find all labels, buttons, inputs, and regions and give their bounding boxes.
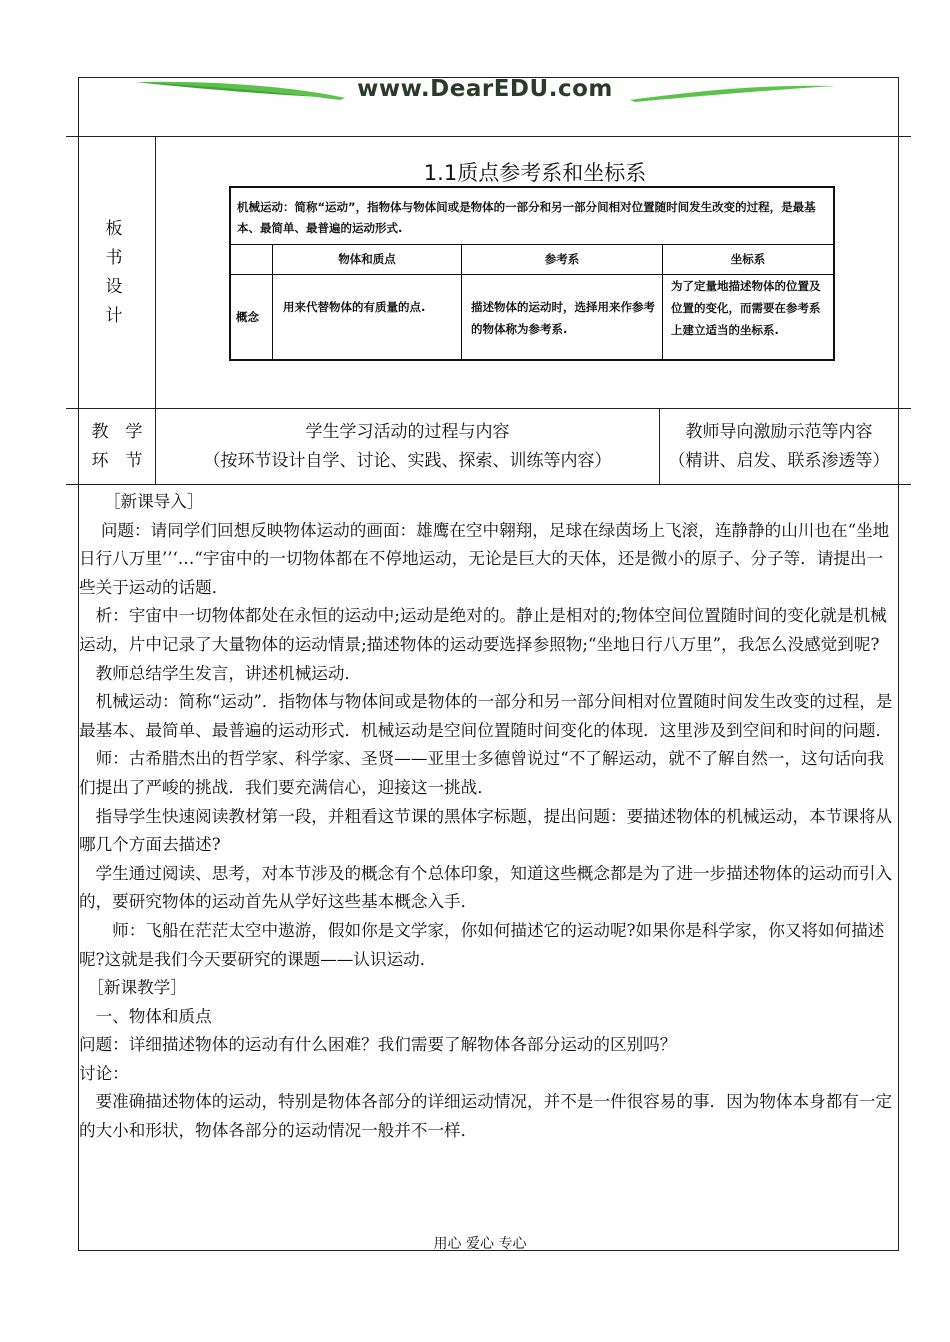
page-footer: 用心 爱心 专心 <box>433 1236 527 1252</box>
site-logo-text: www.DearEDU.com <box>357 76 613 102</box>
paragraph: 学生通过阅读、思考，对本节涉及的概念有个总体印象，知道这些概念都是为了进一步描述物体的运动而引入的，要研究物体的运动首先从学好这些基本概念入手． <box>79 863 893 912</box>
board-cell: 描述物体的运动时，选择用来作参考的物体称为参考系. <box>471 300 655 336</box>
board-label-char: 板 <box>105 219 123 239</box>
paragraph: 析：宇宙中一切物体都处在永恒的运动中;运动是绝对的。静止是相对的;物体空间位置随时间的变化就是机械运动，片中记录了大量物体的运动情景;描述物体的运动要选择参照物;“坐地日行八万里”，我怎么没感觉到呢? <box>79 606 887 654</box>
board-label-char: 设 <box>105 277 123 297</box>
board-row-label: 概念 <box>236 310 259 324</box>
board-cell: 用来代替物体的有质量的点. <box>283 300 426 314</box>
col-header-student-activity: 学生学习活动的过程与内容 （按环节设计自学、讨论、实践、探索、训练等内容） <box>203 422 612 471</box>
board-col-header: 物体和质点 <box>338 252 396 266</box>
board-col-header: 坐标系 <box>730 252 766 266</box>
paragraph: ［新课教学］ <box>79 978 187 998</box>
paragraph: 一、物体和质点 <box>79 1006 212 1026</box>
paragraph: 机械运动：简称“运动”．指物体与物体间或是物体的一部分和另一部分间相对位置随时间发生改变的过程，是最基本、最简单、最普遍的运动形式．机械运动是空间位置随时间变化的体现．这里涉及到空间和时间的问题． <box>79 692 893 740</box>
board-definition: 机械运动：简称“运动”，指物体与物体间或是物体的一部分和另一部分间相对位置随时间发生改变的过程，是最基本、最简单、最普遍的运动形式. <box>237 200 816 235</box>
paragraph: 讨论： <box>79 1063 129 1083</box>
paragraph: 教师总结学生发言，讲述机械运动． <box>79 663 362 683</box>
col-header-teacher-guidance: 教师导向激励示范等内容 （精讲、启发、联系渗透等） <box>668 422 890 471</box>
paragraph: ［新课导入］ <box>79 492 204 511</box>
board-title: 1.1质点参考系和坐标系 <box>423 161 647 185</box>
board-label-char: 计 <box>105 306 123 326</box>
board-table <box>229 186 835 361</box>
col-header-stage: 教 学 环 节 <box>91 422 143 471</box>
paragraph: 指导学生快速阅读教材第一段，并粗看这节课的黑体字标题，提出问题：要描述物体的机械运动，本节课将从哪几个方面去描述? <box>79 806 893 855</box>
paragraph: 要准确描述物体的运动，特别是物体各部分的详细运动情况，并不是一件很容易的事．因为物体本身都有一定的大小和形状，物体各部分的运动情况一般并不一样． <box>79 1092 893 1141</box>
board-label-char: 书 <box>105 248 123 268</box>
board-cell: 为了定量地描述物体的位置及位置的变化，而需要在参考系上建立适当的坐标系. <box>671 279 821 337</box>
board-col-header: 参考系 <box>544 252 580 266</box>
paragraph: 师：古希腊杰出的哲学家、科学家、圣贤——亚里士多德曾说过“不了解运动，就不了解自然一，这句话向我们提出了严峻的挑战．我们要充满信心，迎接这一挑战． <box>79 749 884 797</box>
paragraph: 问题：请同学们回想反映物体运动的画面：雄鹰在空中翱翔，足球在绿茵场上飞滚，连静静的山川也在“坐地日行八万里’’‘…“宇宙中的一切物体都在不停地运动，无论是巨大的天体，还是微小的原子、分子等．请提出一些关于运动的话题． <box>79 520 890 597</box>
paragraph: 师：飞船在茫茫太空中遨游，假如你是文学家，你如何描述它的运动呢?如果你是科学家，你又将如何描述呢?这就是我们今天要研究的课题——认识运动． <box>79 920 885 969</box>
lesson-content <box>79 488 899 1146</box>
paragraph: 问题：详细描述物体的运动有什么困难？我们需要了解物体各部分运动的区别吗？ <box>79 1035 677 1055</box>
